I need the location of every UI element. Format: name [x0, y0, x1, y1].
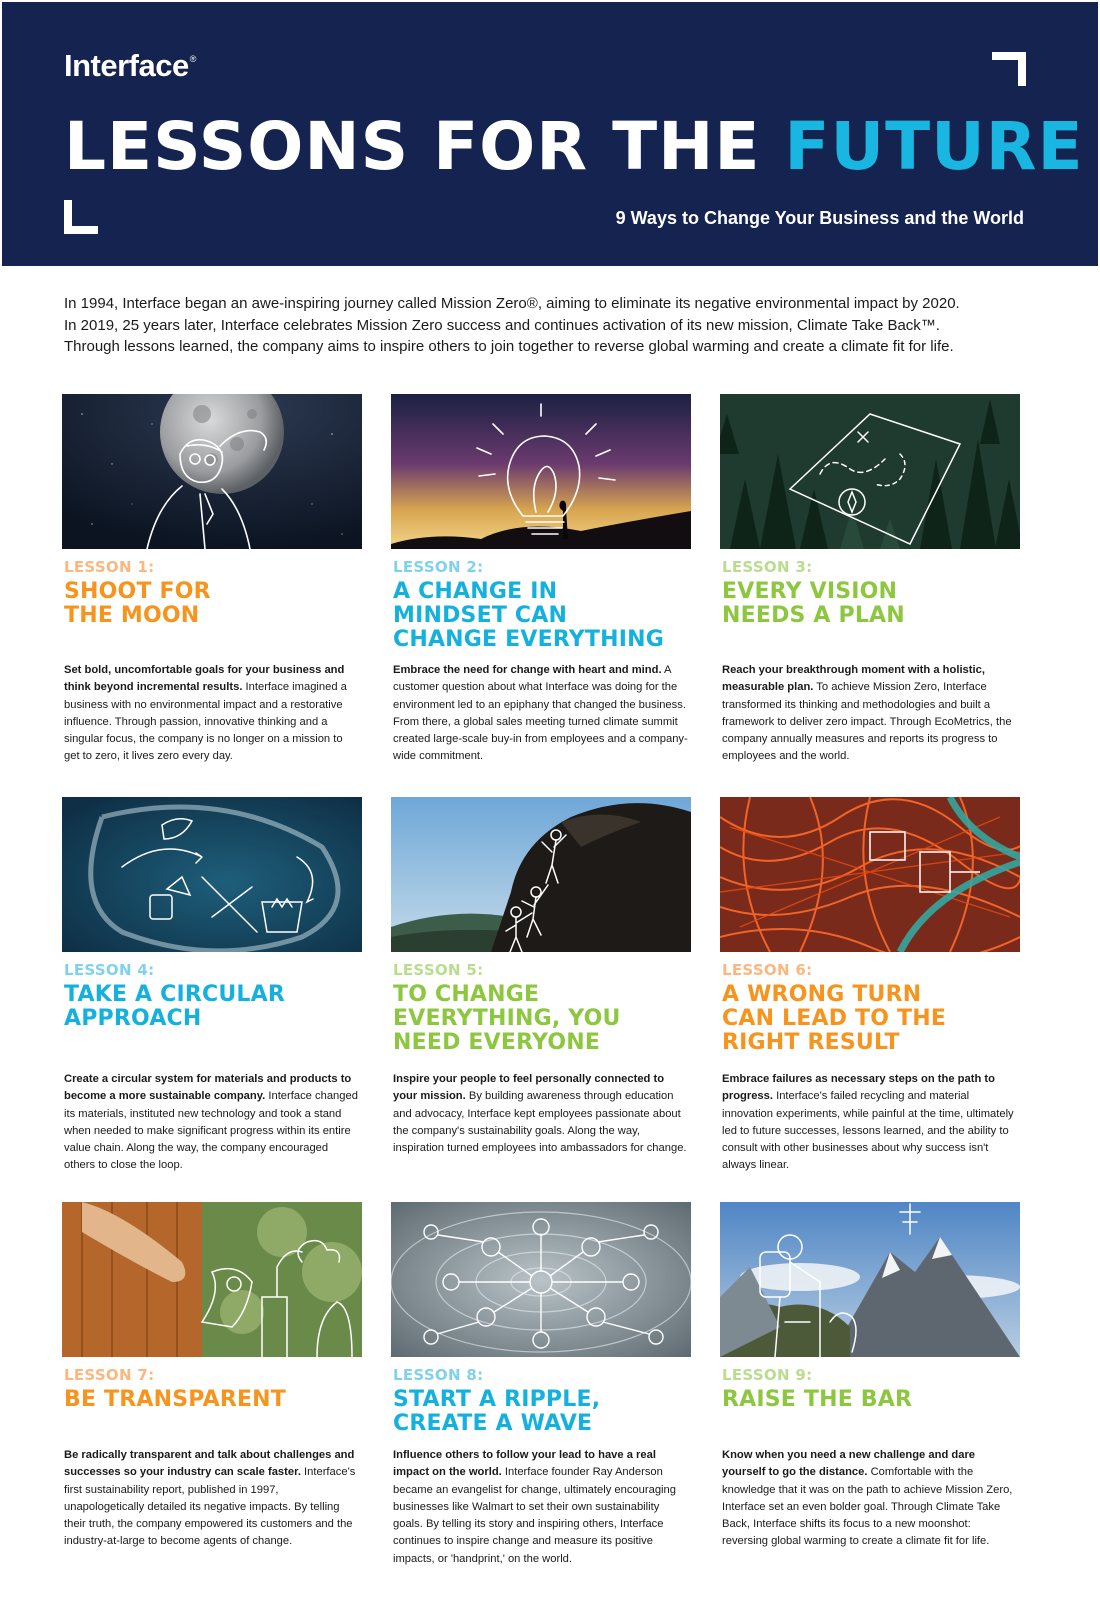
lesson-title: [393, 580, 693, 652]
lesson-image-door: [62, 1202, 362, 1357]
lesson-lead: Create a circular system for materials and products to become a more sustainable company.: [64, 1073, 352, 1103]
lesson-body-text: Interface's first sustainability report, published in 1997, unapologetically detailed its negative impacts. By telling their truth, the company empowered its customers and the industry-at-large to become agents of change.: [64, 1466, 356, 1548]
lesson-body-text: Interface changed its materials, instituted new technology and took a stand when needed to make significant progress within its entire value chain. Along the way, the company encouraged others to close the loop.: [64, 1090, 358, 1172]
lesson-title: [64, 580, 364, 628]
lesson-body-text: Interface founder Ray Anderson became an evangelist for change, ultimately encouraging businesses like Walmart to set their own sustainability goals. By telling its story and inspiring others, Interface continues to inspire change and measure its positive impacts, or 'handprint,' on the world.: [393, 1466, 676, 1565]
title-line: A CHANGE IN: [393, 579, 558, 604]
corner-bracket-icon: [64, 200, 98, 234]
brand-name: Interface: [64, 48, 189, 83]
lesson-title: [64, 983, 364, 1031]
header-banner: [2, 2, 1098, 266]
title-line: EVERYTHING, YOU: [393, 1006, 621, 1031]
title-line: THE MOON: [64, 603, 200, 628]
title-line: TAKE A CIRCULAR: [64, 982, 286, 1007]
title-line: CAN LEAD TO THE: [722, 1006, 947, 1031]
lesson-image-ocean: [62, 797, 362, 952]
lesson-number: LESSON 4:: [64, 961, 155, 979]
registered-mark: ®: [189, 54, 196, 64]
title-line: BE TRANSPARENT: [64, 1387, 287, 1412]
title-line: START A RIPPLE,: [393, 1387, 601, 1412]
lesson-title: [722, 983, 1022, 1055]
lesson-number: LESSON 7:: [64, 1366, 155, 1384]
lesson-number: LESSON 3:: [722, 558, 813, 576]
lesson-body-text: To achieve Mission Zero, Interface transformed its thinking and methodologies and built a framework to deliver zero impact. Through EcoMetrics, the company annually measures and reports its progress to employees and the world.: [722, 681, 1012, 763]
title-line: CREATE A WAVE: [393, 1411, 593, 1436]
lesson-image-mountain: [720, 1202, 1020, 1357]
intro-paragraph: [64, 293, 1044, 358]
lesson-description: [64, 1071, 360, 1175]
title-line: MINDSET CAN: [393, 603, 568, 628]
intro-line: In 2019, 25 years later, Interface celebrates Mission Zero success and continues activation of its new mission, Climate Take Back™.: [64, 316, 940, 334]
lesson-number: LESSON 5:: [393, 961, 484, 979]
lesson-title: [64, 1388, 364, 1412]
title-line: CHANGE EVERYTHING: [393, 627, 664, 652]
title-accent: FUTURE: [784, 108, 1084, 185]
lesson-lead: Know when you need a new challenge and dare yourself to go the distance.: [722, 1449, 976, 1479]
lesson-lead: Influence others to follow your lead to have a real impact on the world.: [393, 1449, 656, 1479]
title-line: A WRONG TURN: [722, 982, 922, 1007]
lesson-description: [393, 1447, 689, 1568]
title-line: EVERY VISION: [722, 579, 898, 604]
lesson-lead: Set bold, uncomfortable goals for your business and think beyond incremental results.: [64, 664, 345, 694]
lesson-lead: Reach your breakthrough moment with a holistic, measurable plan.: [722, 664, 985, 694]
intro-line: In 1994, Interface began an awe-inspiring journey called Mission Zero®, aiming to eliminate its negative environmental impact by 2020.: [64, 295, 960, 312]
lesson-number: LESSON 6:: [722, 961, 813, 979]
lesson-image-lightbulb: [391, 394, 691, 549]
lesson-image-nets: [720, 797, 1020, 952]
lesson-description: [393, 662, 689, 766]
lesson-lead: Inspire your people to feel personally connected to your mission.: [393, 1073, 665, 1103]
lesson-title: [722, 580, 1022, 628]
lesson-description: [64, 662, 360, 766]
lesson-description: [722, 1071, 1018, 1175]
lesson-description: [393, 1071, 689, 1157]
title-line: NEED EVERYONE: [393, 1030, 601, 1055]
lesson-body-text: Interface's failed recycling and material innovation experiments, while painful at the time, ultimately led to future successes, lessons learned, and the ability to consult with other businesses about why success isn't always linear.: [722, 1090, 1014, 1172]
brand-logo[interactable]: [64, 48, 196, 84]
lesson-lead: Embrace failures as necessary steps on the path to progress.: [722, 1073, 995, 1103]
lesson-image-moon: [62, 394, 362, 549]
title-line: NEEDS A PLAN: [722, 603, 905, 628]
lesson-image-ripple: [391, 1202, 691, 1357]
intro-line: Through lessons learned, the company aims to inspire others to join together to reverse global warming and create a climate fit for life.: [64, 338, 954, 355]
lesson-number: LESSON 2:: [393, 558, 484, 576]
title-line: TO CHANGE: [393, 982, 540, 1007]
title-main: LESSONS FOR THE: [64, 108, 785, 185]
title-line: APPROACH: [64, 1006, 202, 1031]
title-line: SHOOT FOR: [64, 579, 211, 604]
page-title: [64, 108, 1084, 185]
lesson-lead: Embrace the need for change with heart and mind.: [393, 664, 662, 676]
lesson-description: [722, 1447, 1018, 1551]
lesson-number: LESSON 1:: [64, 558, 155, 576]
lesson-lead: Be radically transparent and talk about challenges and successes so your industry can scale faster.: [64, 1449, 355, 1479]
title-line: RIGHT RESULT: [722, 1030, 900, 1055]
lesson-body-text: By building awareness through education and advocacy, Interface kept employees passionate about the company's sustainability goals. Along the way, inspiration turned employees into ambassadors for change.: [393, 1090, 687, 1155]
lesson-number: LESSON 9:: [722, 1366, 813, 1384]
lesson-title: [393, 983, 693, 1055]
lesson-description: [722, 662, 1018, 766]
lesson-title: [722, 1388, 1022, 1412]
corner-bracket-icon: [992, 52, 1026, 86]
title-line: RAISE THE BAR: [722, 1387, 913, 1412]
lesson-body-text: Comfortable with the knowledge that it was on the path to achieve Mission Zero, Interface set an even bolder goal. Through Climate Take Back, Interface shifts its focus to a new moonshot: reversing global warming to create a climate fit for life.: [722, 1466, 1013, 1548]
lesson-description: [64, 1447, 360, 1551]
lesson-number: LESSON 8:: [393, 1366, 484, 1384]
lesson-title: [393, 1388, 693, 1436]
lesson-image-forest-map: [720, 394, 1020, 549]
lesson-image-cliff: [391, 797, 691, 952]
page-subtitle: 9 Ways to Change Your Business and the World: [615, 208, 1024, 228]
lesson-body-text: Interface imagined a business with no environmental impact and a restorative influence. Through passion, innovative thinking and a singular focus, the company is no longer on a mission to get to zero, it lives zero every day.: [64, 681, 347, 763]
lesson-body-text: A customer question about what Interface was doing for the environment led to an epiphany that changed the business. From there, a global sales meeting turned climate summit created large-scale buy-in from employees and a company-wide commitment.: [393, 664, 688, 763]
